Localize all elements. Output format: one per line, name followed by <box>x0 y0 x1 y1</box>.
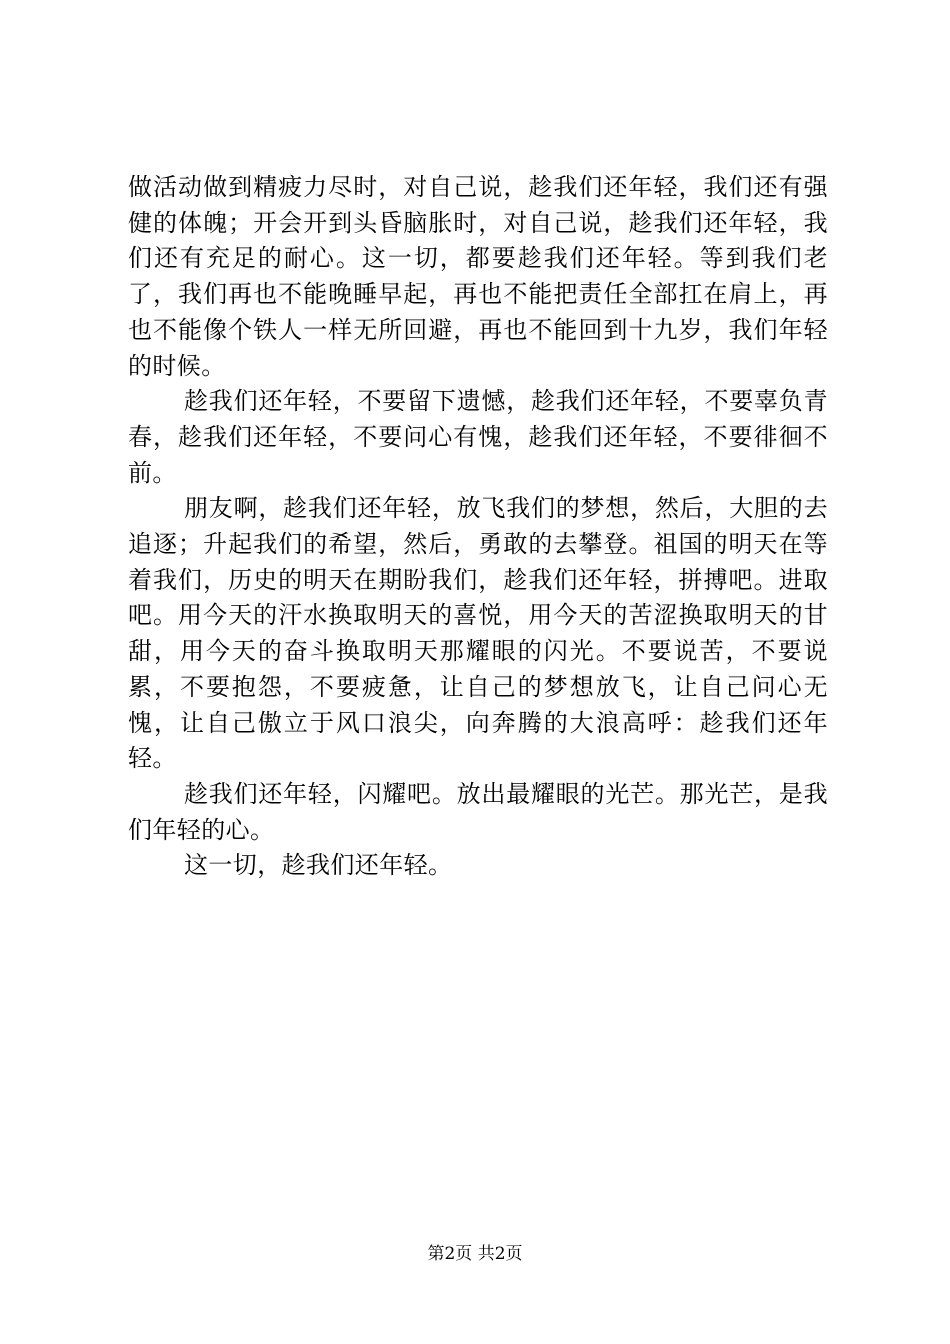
paragraph-3: 朋友啊，趁我们还年轻，放飞我们的梦想，然后，大胆的去追逐；升起我们的希望，然后，勇敢的去攀登。祖国的明天在等着我们，历史的明天在期盼我们，趁我们还年轻，拼搏吧。进取吧。用今天的汗水换取明天的喜悦，用今天的苦涩换取明天的甘甜，用今天的奋斗换取明天那耀眼的闪光。不要说苦，不要说累，不要抱怨，不要疲惫，让自己的梦想放飞，让自己问心无愧，让自己傲立于风口浪尖，向奔腾的大浪高呼：趁我们还年轻。 <box>128 494 828 773</box>
paragraph-1: 做活动做到精疲力尽时，对自己说，趁我们还年轻，我们还有强健的体魄；开会开到头昏脑胀时，对自己说，趁我们还年轻，我们还有充足的耐心。这一切，都要趁我们还年轻。等到我们老了，我们再也不能晚睡早起，再也不能把责任全部扛在肩上，再也不能像个铁人一样无所回避，再也不能回到十九岁，我们年轻的时候。 <box>128 173 828 380</box>
paragraph-2: 趁我们还年轻，不要留下遗憾，趁我们还年轻，不要辜负青春，趁我们还年轻，不要问心有愧，趁我们还年轻，不要徘徊不前。 <box>128 387 828 487</box>
document-body <box>128 170 828 884</box>
paragraph-5: 这一切，趁我们还年轻。 <box>184 851 453 880</box>
paragraph-4: 趁我们还年轻，闪耀吧。放出最耀眼的光芒。那光芒，是我们年轻的心。 <box>128 779 828 844</box>
page-number-footer: 第2页 共2页 <box>427 1244 523 1264</box>
